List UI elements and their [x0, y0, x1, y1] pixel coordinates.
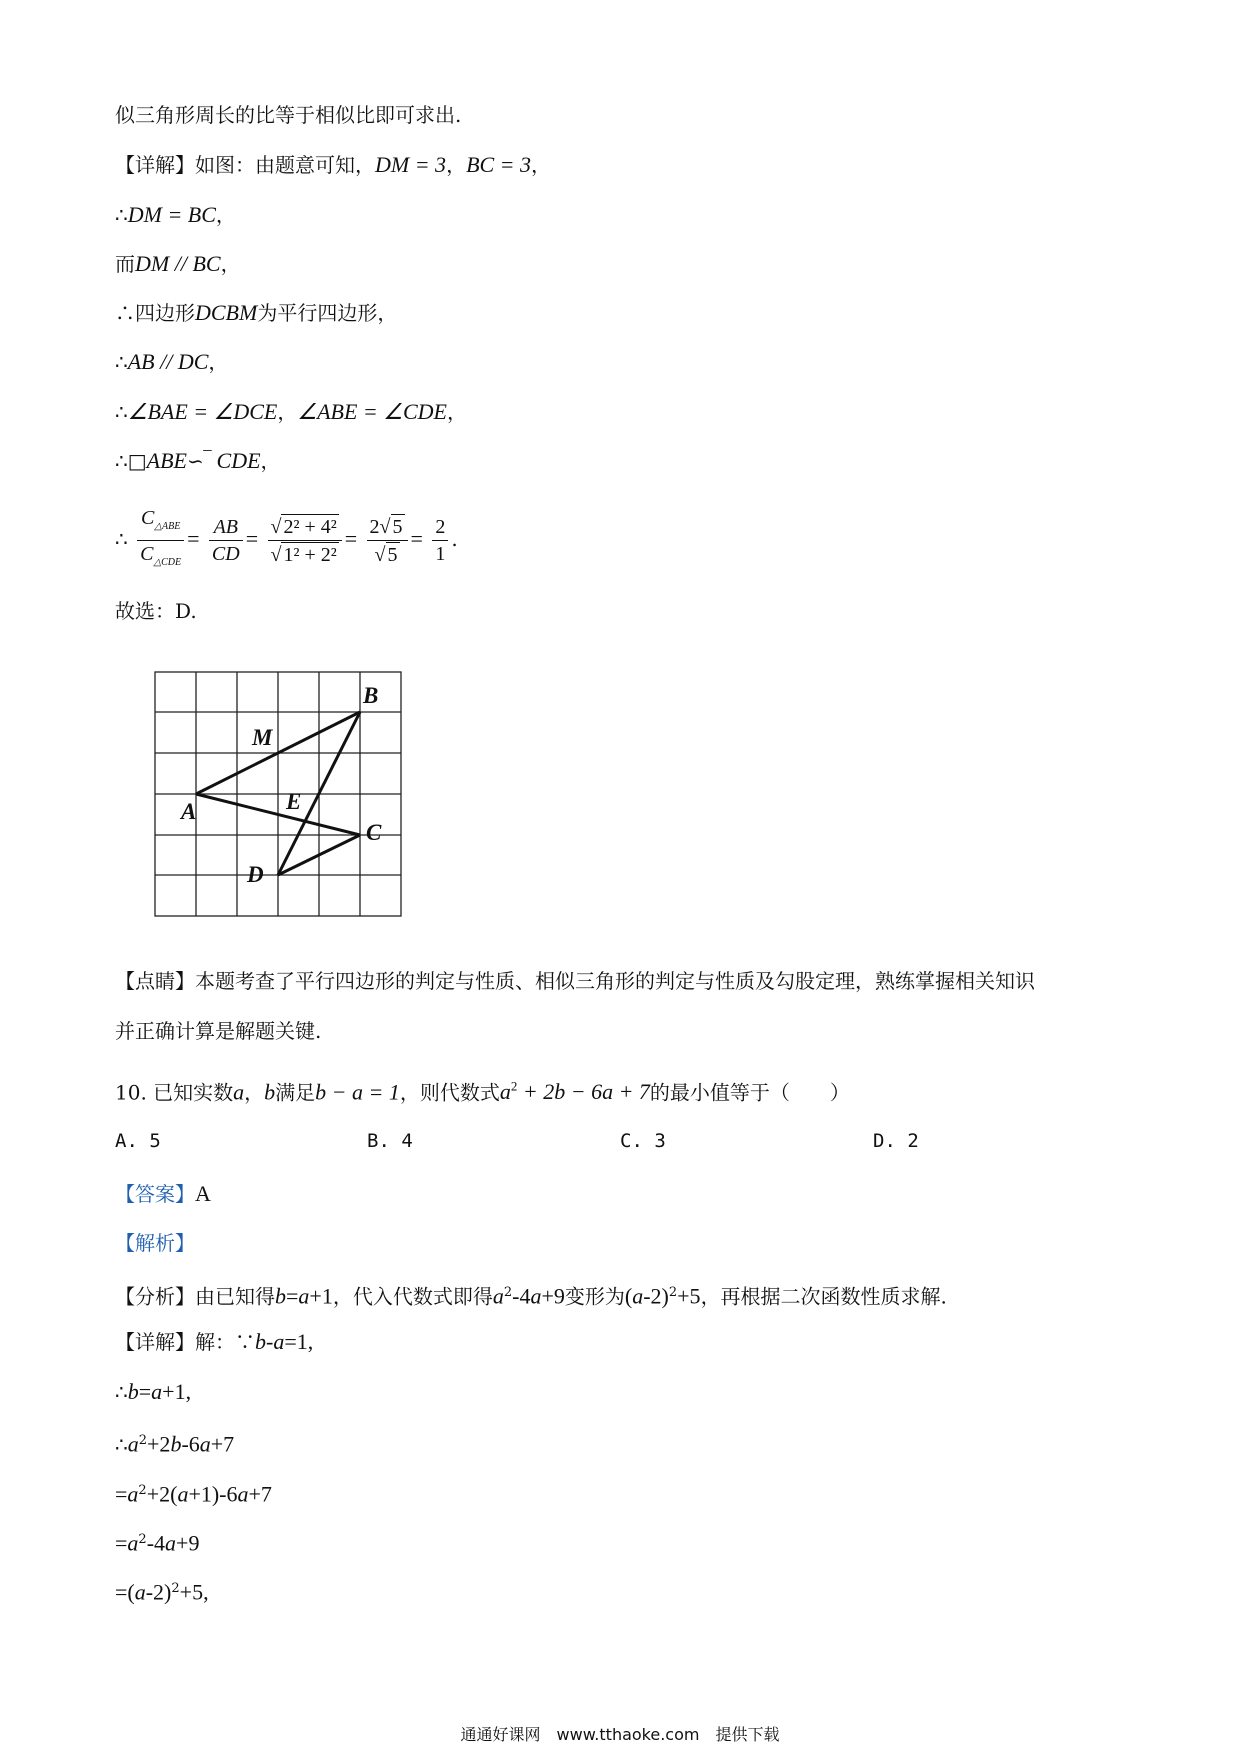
footer: 通通好课网 www.tthaoke.com 提供下载: [460, 1725, 780, 1744]
text-line-6: [115, 349, 228, 375]
perimeter-ratio: $\frac{C_{\triangle ABE}}{C_{\triangle CDE}}$: [137, 506, 184, 575]
text-line-5: [115, 300, 397, 326]
option-a[interactable]: A. 5: [115, 1130, 161, 1152]
question-number: 10.: [115, 1080, 147, 1105]
sep: ，: [277, 400, 298, 424]
solution-line-5: $=a^2+2(a+1)-6a+7$: [115, 1481, 272, 1507]
simplified-ratio: $\frac{2√ 5}{√ 5}$: [367, 514, 408, 567]
label-a: A: [181, 799, 197, 824]
solution-line-6: $=a^2-4a+9$: [115, 1530, 200, 1556]
therefore: ∴□: [115, 449, 147, 473]
end: ，: [260, 449, 281, 473]
end: ，: [208, 350, 229, 374]
text-line-10: 故选：D.: [115, 599, 197, 623]
expr: DM // BC: [135, 251, 221, 276]
answer-line: [115, 1181, 211, 1207]
analysis-label: 【解析】: [115, 1231, 195, 1255]
condition: b − a = 1: [315, 1079, 400, 1105]
solution-line-7: $=(a-2)^2+5$,: [115, 1579, 209, 1605]
label-b: B: [363, 683, 379, 708]
side-ratio: $\frac{AB}{CD}$: [209, 515, 243, 566]
text-line-2: [115, 152, 551, 178]
solution-line-4: $\therefore a^2+2b-6a+7$: [115, 1431, 235, 1457]
therefore: ∴: [115, 350, 128, 374]
expression: $a^2 + 2b - 6a + 7$: [499, 1079, 650, 1105]
angle-eq-1: ∠BAE = ∠DCE: [127, 399, 278, 424]
pre: 而: [115, 252, 135, 276]
end: .: [451, 527, 458, 551]
detail-label: 【详解】如图：由题意可知，: [115, 153, 375, 177]
text-line-3: [115, 202, 236, 228]
answer-value: A: [195, 1181, 211, 1206]
text-line-9: ∴ $\frac{C_{\triangle ABE}}{C_{\triangle CDE}}$ = $\frac{AB}{CD}$ = $\frac{\text{√ 2² + 4²}}{\text{√ 1² + 2²}}$ = $\frac{2√ 5}{√ 5}$ = $\frac{2}{1}$ .: [115, 506, 458, 575]
text-line-4: [115, 251, 241, 277]
option-d[interactable]: D. 2: [873, 1130, 919, 1152]
expr: DM = BC: [127, 202, 216, 227]
label-d: D: [247, 862, 264, 887]
question-10: 10. 已知实数a，b满足b − a = 1，则代数式$a^2 + 2b - 6a + 7$的最小值等于（ ）: [115, 1079, 850, 1105]
solution-line-1: 【分析】由已知得b=a+1，代入代数式即得$a^2-4a+9$变形为$(a-2)^2+5$，再根据二次函数性质求解.: [115, 1283, 947, 1309]
end: ，: [215, 203, 236, 227]
geometry-figure: [150, 668, 410, 928]
end: 为平行四边形，: [257, 301, 398, 325]
end: ，: [446, 400, 467, 424]
review-line-2: 并正确计算是解题关键.: [115, 1019, 322, 1043]
quad-name: DCBM: [195, 300, 258, 325]
end: ，: [531, 153, 552, 177]
expr: AB // DC: [127, 349, 209, 374]
answer-label: 【答案】: [115, 1182, 195, 1206]
final-ratio: $\frac{2}{1}$: [432, 515, 448, 566]
grid: [155, 672, 401, 916]
end: ，: [220, 252, 241, 276]
sep: ，: [446, 153, 467, 177]
text-line-1: 似三角形周长的比等于相似比即可求出.: [115, 103, 462, 127]
option-c[interactable]: C. 3: [620, 1130, 666, 1152]
tri-cde: ‾ CDE: [203, 448, 261, 473]
text-line-8: [115, 448, 281, 474]
label-e: E: [286, 789, 302, 814]
tri-abe: ABE: [146, 448, 187, 473]
therefore: ∴: [115, 203, 128, 227]
option-b[interactable]: B. 4: [367, 1130, 413, 1152]
text-line-7: [115, 399, 467, 425]
label-c: C: [366, 820, 382, 845]
review-line-1: 【点睛】本题考查了平行四边形的判定与性质、相似三角形的判定与性质及勾股定理，熟练掌握相关知识: [115, 969, 1035, 993]
expr-dm: DM = 3: [375, 152, 447, 177]
angle-eq-2: ∠ABE = ∠CDE: [297, 399, 447, 424]
expr-bc: BC = 3: [466, 152, 532, 177]
solution-line-3: ∴b=a+1,: [115, 1379, 192, 1404]
similar-sign: ∽: [186, 449, 204, 473]
sqrt-ratio: $\frac{\text{√ 2² + 4²}}{\text{√ 1² + 2²}}$: [268, 514, 342, 567]
label-m: M: [252, 725, 273, 750]
solution-line-2: 【详解】解：∵b-a=1,: [115, 1329, 314, 1354]
therefore: ∴: [115, 400, 128, 424]
therefore: ∴: [115, 527, 128, 551]
therefore: ∴四边形: [115, 301, 195, 325]
